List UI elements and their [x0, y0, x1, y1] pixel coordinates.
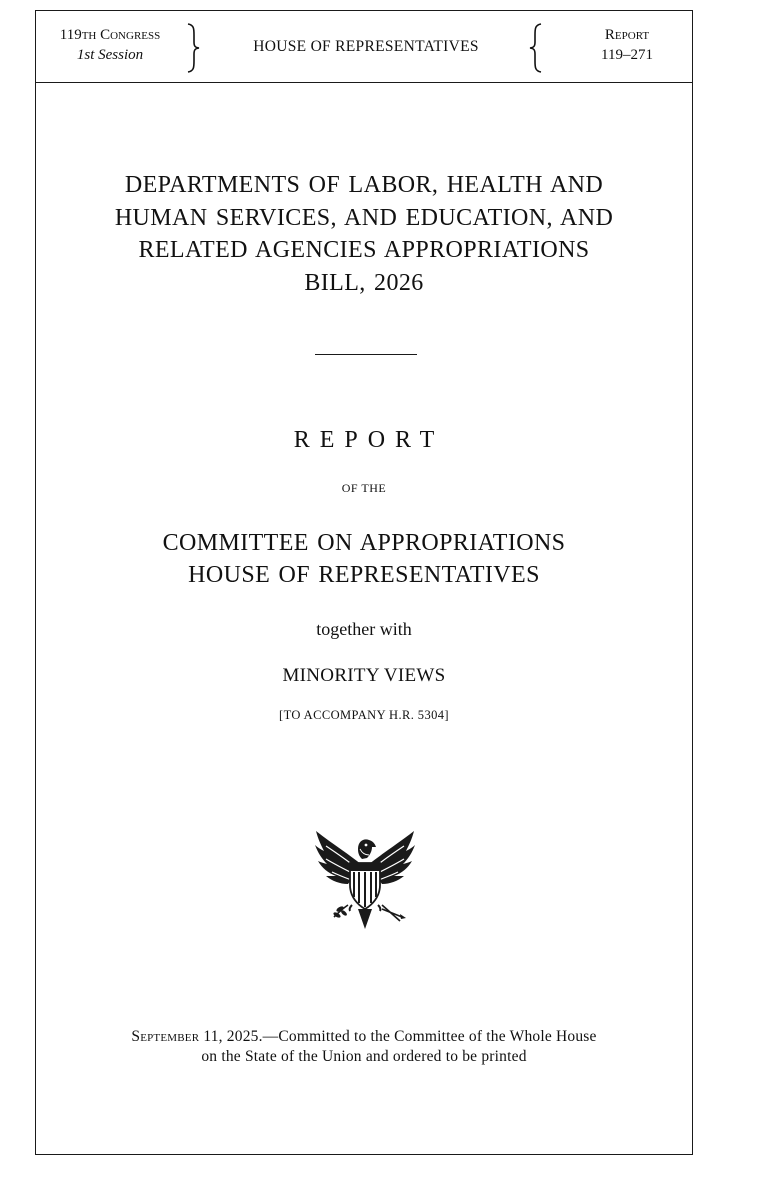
- congress-session-block: [40, 25, 180, 65]
- right-brace-icon: [186, 23, 200, 73]
- title-divider: [315, 354, 417, 355]
- title-line: RELATED AGENCIES APPROPRIATIONS: [138, 237, 590, 263]
- congress-label: 119th Congress: [59, 27, 161, 43]
- report-number-block: [572, 25, 682, 65]
- minority-views-label: MINORITY VIEWS: [282, 665, 446, 686]
- committal-line-1: [36, 1027, 692, 1047]
- report-date: September 11, 2025.: [131, 1028, 263, 1045]
- committal-statement: [36, 1027, 692, 1067]
- left-brace-icon: [529, 23, 543, 73]
- report-cover-page: [35, 10, 693, 1155]
- eagle-seal-icon: [312, 825, 418, 931]
- report-label: Report: [604, 27, 650, 43]
- together-with-label: together with: [316, 619, 412, 639]
- of-the-label: OF THE: [341, 481, 387, 495]
- bill-title: [36, 169, 692, 299]
- session-label: 1st Session: [76, 47, 144, 63]
- committee-line: COMMITTEE ON APPROPRIATIONS: [162, 530, 566, 556]
- accompany-bill-label: [TO ACCOMPANY H.R. 5304]: [279, 708, 449, 722]
- title-line: DEPARTMENTS OF LABOR, HEALTH AND: [124, 172, 604, 198]
- report-number: 119–271: [601, 47, 653, 63]
- chamber-label: HOUSE OF REPRESENTATIVES: [253, 38, 479, 55]
- title-line: HUMAN SERVICES, AND EDUCATION, AND: [114, 204, 614, 231]
- committee-name: [36, 527, 692, 591]
- title-line: BILL, 2026: [304, 269, 424, 296]
- committal-line-2: on the State of the Union and ordered to be printed: [201, 1048, 527, 1065]
- report-heading: REPORT: [293, 427, 445, 453]
- cover-header: [36, 11, 692, 83]
- committal-text: —Committed to the Committee of the Whole House: [262, 1028, 597, 1045]
- committee-line: HOUSE OF REPRESENTATIVES: [188, 562, 540, 588]
